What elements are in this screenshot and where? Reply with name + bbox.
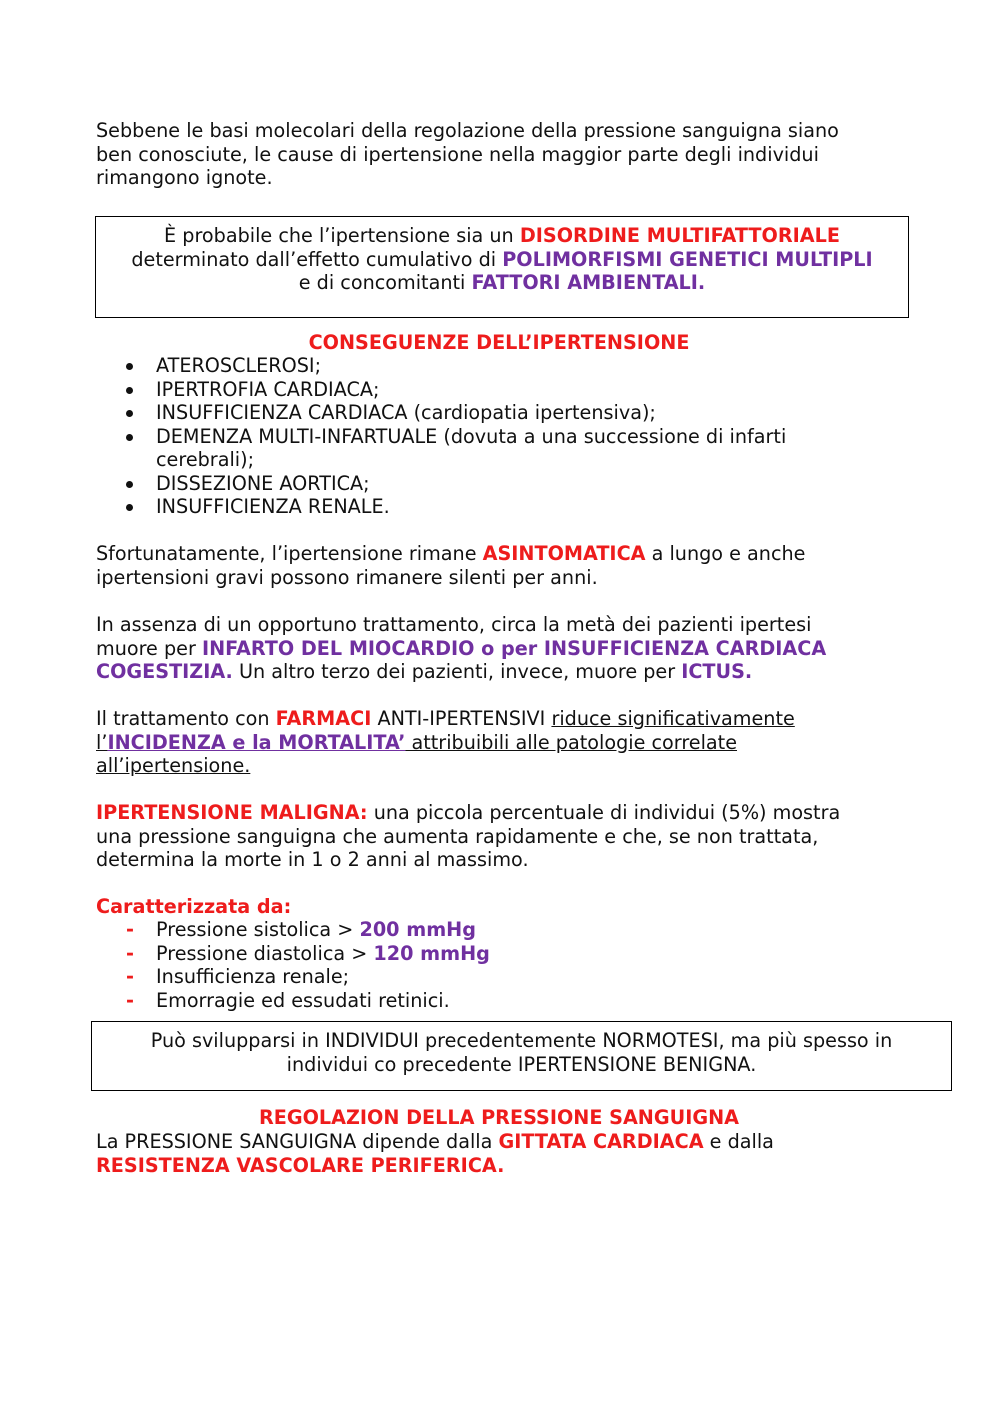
paragraph-text: In assenza di un opportuno trattamento, circa la metà dei pazienti ipertesi	[96, 613, 812, 636]
highlight-red: GITTATA CARDIACA	[498, 1130, 704, 1153]
mortality-paragraph	[96, 613, 908, 684]
box-text: È probabile che l’ipertensione sia un	[164, 224, 520, 247]
characteristics-heading	[96, 895, 908, 919]
paragraph-text: a lungo e anche	[645, 542, 806, 565]
paragraph-text: una piccola percentuale di individui (5%) mostra	[367, 801, 841, 824]
asymptomatic-paragraph	[96, 542, 908, 589]
highlight-red: DISORDINE MULTIFATTORIALE	[519, 224, 840, 247]
characteristics-list	[96, 918, 908, 1012]
highlight-purple: POLIMORFISMI GENETICI MULTIPLI	[502, 247, 873, 271]
treatment-paragraph	[96, 707, 908, 778]
dash-bullet: -	[126, 918, 134, 941]
highlight-purple: INCIDENZA e la MORTALITA’	[107, 730, 406, 754]
highlight-purple: ICTUS.	[681, 660, 753, 683]
paragraph-text: ANTI-IPERTENSIVI	[371, 707, 552, 730]
bullet-icon	[126, 434, 133, 441]
bullet-icon	[126, 363, 133, 370]
underlined-text: attribuibili alle patologie correlate	[405, 730, 738, 754]
dash-bullet: -	[126, 965, 134, 988]
section-heading-conseguenze: CONSEGUENZE DELL’IPERTENSIONE	[308, 331, 690, 354]
dash-bullet: -	[126, 988, 134, 1012]
malignant-paragraph	[96, 801, 908, 872]
paragraph-text: Il trattamento con	[96, 707, 276, 730]
box-text: e di concomitanti	[298, 271, 472, 294]
highlight-red: IPERTENSIONE MALIGNA:	[96, 801, 368, 824]
list-item	[96, 942, 908, 966]
list-item	[96, 918, 908, 942]
paragraph-text: Sfortunatamente, l’ipertensione rimane	[96, 542, 483, 565]
intro-line: Sebbene le basi molecolari della regolazione della pressione sanguigna siano	[96, 119, 839, 142]
list-item-text: DEMENZA MULTI-INFARTUALE (dovuta a una successione di infarti	[156, 424, 787, 448]
box-text: determinato dall’effetto cumulativo di	[131, 247, 503, 271]
list-item-text: Pressione sistolica >	[156, 918, 360, 941]
paragraph-text: determina la morte in 1 o 2 anni al massimo.	[96, 848, 529, 871]
highlight-purple: INFARTO DEL MIOCARDIO o per INSUFFICIENZA CARDIACA	[201, 636, 827, 660]
bullet-icon	[126, 387, 133, 394]
underlined-text: all’ipertensione.	[96, 754, 251, 777]
intro-line: ben conosciute, le cause di ipertensione nella maggior parte degli individui	[96, 142, 819, 166]
highlight-box-multifactorial	[95, 216, 909, 318]
list-item-text: INSUFFICIENZA CARDIACA (cardiopatia ipertensiva);	[156, 401, 656, 424]
paragraph-text: ipertensioni gravi possono rimanere silenti per anni.	[96, 565, 598, 589]
highlight-purple: 200 mmHg	[359, 918, 476, 941]
regulation-paragraph	[96, 1130, 908, 1177]
list-item-text: ATEROSCLEROSI;	[156, 354, 322, 377]
intro-line: rimangono ignote.	[96, 166, 273, 189]
list-item	[96, 354, 908, 378]
list-item	[96, 989, 908, 1013]
list-item	[96, 472, 908, 496]
list-item	[96, 965, 908, 989]
highlight-purple: COGESTIZIA.	[96, 660, 233, 683]
highlight-red: RESISTENZA VASCOLARE PERIFERICA.	[96, 1153, 505, 1177]
underlined-text: l’	[96, 730, 108, 754]
paragraph-text: muore per	[96, 636, 202, 660]
list-item-text: Pressione diastolica >	[156, 941, 374, 965]
highlight-red: FARMACI	[275, 707, 372, 730]
intro-paragraph	[96, 119, 908, 190]
highlight-red: Caratterizzata da:	[96, 895, 292, 918]
list-item-text: Insufficienza renale;	[156, 965, 350, 988]
list-item-text: DISSEZIONE AORTICA;	[156, 471, 370, 495]
highlight-red: ASINTOMATICA	[482, 542, 646, 565]
paragraph-text: La PRESSIONE SANGUIGNA dipende dalla	[96, 1130, 499, 1153]
paragraph-text: Un altro terzo dei pazienti, invece, muore per	[232, 660, 682, 683]
box-text: individui co precedente IPERTENSIONE BENIGNA.	[286, 1052, 757, 1076]
bullet-icon	[126, 504, 133, 511]
list-item	[96, 401, 908, 425]
underlined-text: riduce significativamente	[551, 707, 795, 730]
consequences-list	[96, 354, 908, 519]
section-heading-regolazione: REGOLAZION DELLA PRESSIONE SANGUIGNA	[258, 1106, 739, 1129]
list-item	[96, 378, 908, 402]
paragraph-text: e dalla	[703, 1130, 774, 1153]
box-text: Può svilupparsi in INDIVIDUI precedentemente NORMOTESI, ma più spesso in	[150, 1029, 893, 1052]
paragraph-text: una pressione sanguigna che aumenta rapidamente e che, se non trattata,	[96, 824, 819, 848]
list-item-text: Emorragie ed essudati retinici.	[156, 988, 450, 1012]
bullet-icon	[126, 481, 133, 488]
list-item	[96, 425, 908, 472]
highlight-purple: FATTORI AMBIENTALI.	[471, 271, 706, 294]
highlight-purple: 120 mmHg	[373, 941, 490, 965]
list-item	[96, 495, 908, 519]
highlight-box-normotensive	[91, 1021, 952, 1091]
list-item-text: cerebrali);	[156, 448, 255, 471]
list-item-text: INSUFFICIENZA RENALE.	[156, 495, 390, 518]
bullet-icon	[126, 410, 133, 417]
dash-bullet: -	[126, 941, 134, 965]
list-item-text: IPERTROFIA CARDIACA;	[156, 377, 380, 401]
